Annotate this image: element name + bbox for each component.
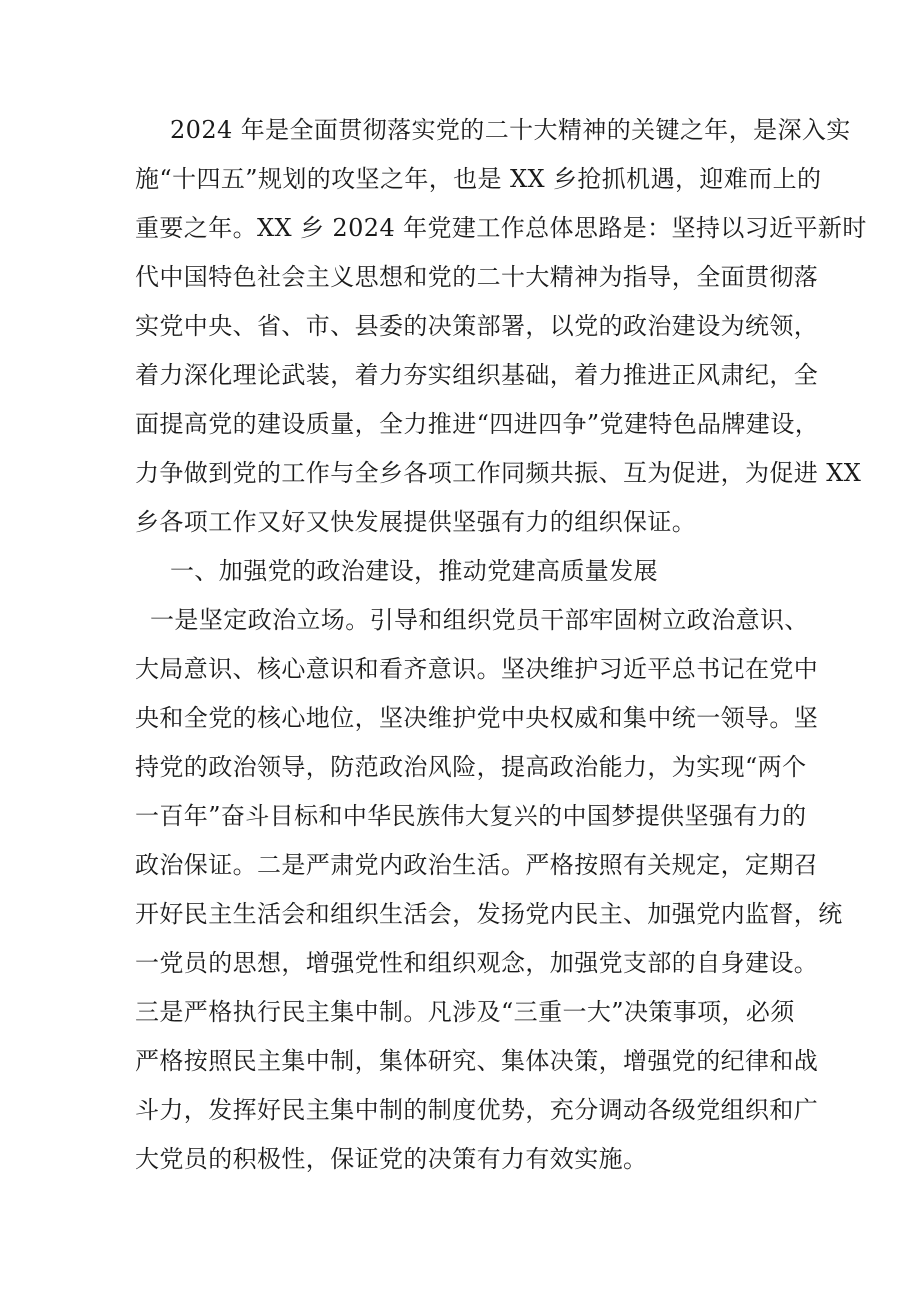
text-line: 央和全党的核心地位，坚决维护党中央权威和集中统一领导。坚 xyxy=(135,704,819,732)
text-line: 政治保证。二是严肃党内政治生活。严格按照有关规定，定期召 xyxy=(135,851,819,879)
text-line: 大党员的积极性，保证党的决策有力有效实施。 xyxy=(135,1145,648,1173)
text-line: 重要之年。XX 乡 2024 年党建工作总体思路是：坚持以习近平新时 xyxy=(135,214,867,242)
text-line: 着力深化理论武装，着力夯实组织基础，着力推进正风肃纪，全 xyxy=(135,361,819,389)
text-line: 面提高党的建设质量，全力推进“四进四争”党建特色品牌建设， xyxy=(135,410,820,438)
text-line: 一百年”奋斗目标和中华民族伟大复兴的中国梦提供坚强有力的 xyxy=(135,802,807,830)
text-line: 2024 年是全面贯彻落实党的二十大精神的关键之年，是深入实 xyxy=(170,116,851,144)
text-line: 代中国特色社会主义思想和党的二十大精神为指导，全面贯彻落 xyxy=(135,263,819,291)
text-line: 斗力，发挥好民主集中制的制度优势，充分调动各级党组织和广 xyxy=(135,1096,819,1124)
text-line: 严格按照民主集中制，集体研究、集体决策，增强党的纪律和战 xyxy=(135,1047,819,1075)
text-line: 一是坚定政治立场。引导和组织党员干部牢固树立政治意识、 xyxy=(150,606,809,634)
text-line: 三是严格执行民主集中制。凡涉及“三重一大”决策事项，必须 xyxy=(135,998,795,1026)
text-line: 乡各项工作又好又快发展提供坚强有力的组织保证。 xyxy=(135,508,697,536)
heading-line: 一、加强党的政治建设，推动党建高质量发展 xyxy=(170,557,658,585)
text-line: 施“十四五”规划的攻坚之年，也是 XX 乡抢抓机遇，迎难而上的 xyxy=(135,165,822,193)
text-line: 一党员的思想，增强党性和组织观念，加强党支部的自身建设。 xyxy=(135,949,819,977)
text-line: 力争做到党的工作与全乡各项工作同频共振、互为促进，为促进 XX xyxy=(135,459,862,487)
text-line: 大局意识、核心意识和看齐意识。坚决维护习近平总书记在党中 xyxy=(135,655,819,683)
text-line: 实党中央、省、市、县委的决策部署，以党的政治建设为统领， xyxy=(135,312,819,340)
text-line: 开好民主生活会和组织生活会，发扬党内民主、加强党内监督，统 xyxy=(135,900,843,928)
text-line: 持党的政治领导，防范政治风险，提高政治能力，为实现“两个 xyxy=(135,753,807,781)
